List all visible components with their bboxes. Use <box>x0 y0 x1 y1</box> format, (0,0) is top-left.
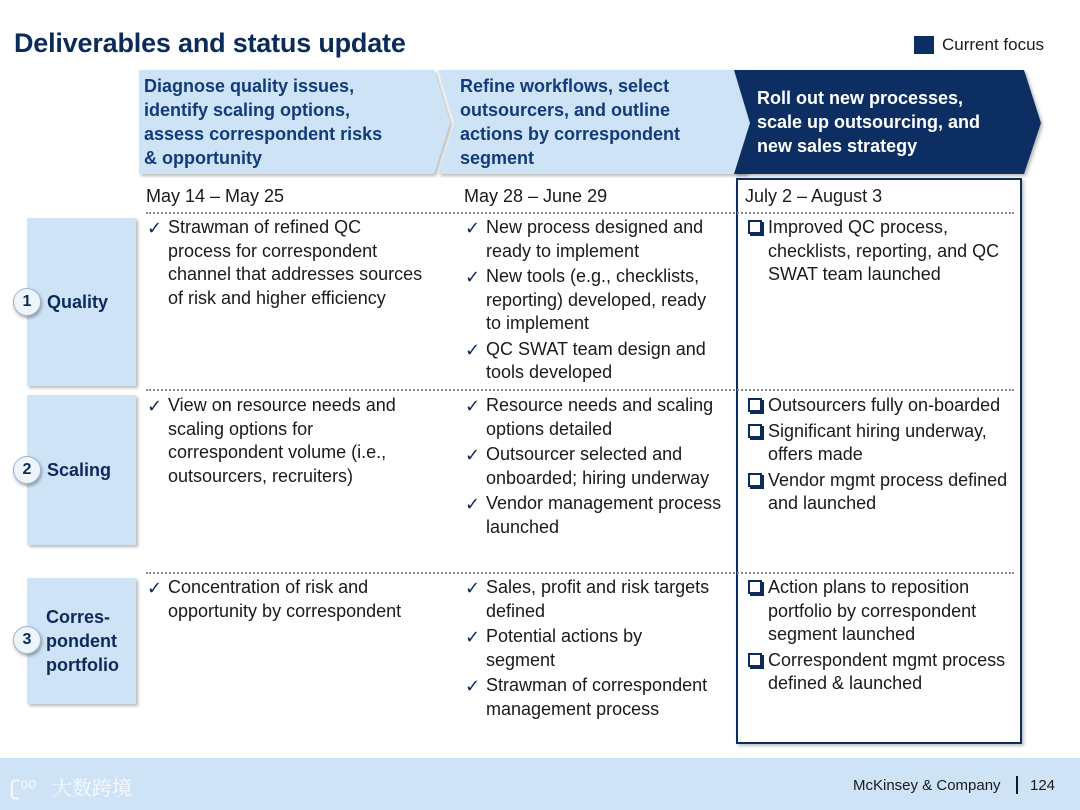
list-item: Outsourcers fully on-boarded <box>746 394 1016 418</box>
row-label-scaling <box>27 395 136 545</box>
divider <box>146 389 1014 391</box>
checkbox-icon <box>748 473 762 487</box>
legend <box>914 35 1044 55</box>
check-icon: ✓ <box>147 396 163 416</box>
list-item: Significant hiring underway, offers made <box>746 420 1016 467</box>
divider <box>146 212 1014 214</box>
check-icon: ✓ <box>147 578 163 598</box>
list-item: Vendor mgmt process defined and launched <box>746 469 1016 516</box>
list-item: ✓ Potential actions by segment <box>465 626 643 670</box>
row-name: Corres- pondent portfolio <box>46 607 119 675</box>
row-label-quality <box>27 218 136 386</box>
check-icon: ✓ <box>465 218 481 238</box>
phase-2-dates: May 28 – June 29 <box>464 186 608 206</box>
list-item: Correspondent mgmt process defined & launched <box>746 649 1016 696</box>
cell-scaling-phase-3 <box>746 394 1016 518</box>
cell-portfolio-phase-1 <box>146 576 428 625</box>
list-item: ✓ Concentration of risk and opportunity by correspondent <box>147 577 402 621</box>
divider <box>146 572 1014 574</box>
checkbox-icon <box>748 653 762 667</box>
list-item: ✓ Strawman of correspondent management process <box>465 675 708 719</box>
phase-3-heading: Roll out new processes, scale up outsourcing, and new sales strategy <box>757 88 981 156</box>
list-item: ✓ Strawman of refined QC process for correspondent channel that addresses sources of risk and higher efficiency <box>147 217 423 308</box>
list-item: ✓ Vendor management process launched <box>465 493 722 537</box>
checkbox-icon <box>748 220 762 234</box>
check-icon: ✓ <box>465 339 481 360</box>
check-icon: ✓ <box>465 445 481 465</box>
cell-quality-phase-3 <box>746 216 1016 289</box>
list-item: Action plans to reposition portfolio by correspondent segment launched <box>746 576 1016 647</box>
footer-separator <box>1016 776 1018 794</box>
row-name: Scaling <box>47 460 112 480</box>
row-number-badge: 2 <box>13 456 41 484</box>
checkbox-icon <box>748 580 762 594</box>
check-icon: ✓ <box>465 267 481 287</box>
page-title: Deliverables and status update <box>14 28 406 58</box>
svg-text:ʗ⁰⁰: ʗ⁰⁰ <box>10 776 37 800</box>
legend-swatch <box>914 36 934 54</box>
cell-scaling-phase-2 <box>464 394 726 541</box>
phase-1-dates: May 14 – May 25 <box>146 186 285 206</box>
check-icon: ✓ <box>465 396 481 416</box>
list-item: Improved QC process, checklists, reporting, and QC SWAT team launched <box>746 216 1016 287</box>
list-item: ✓ Resource needs and scaling options detailed <box>465 395 714 439</box>
svg-text:大数跨境: 大数跨境 <box>52 776 132 800</box>
list-item: ✓ Sales, profit and risk targets defined <box>465 577 710 621</box>
legend-label: Current focus <box>942 35 1045 54</box>
row-number-badge: 3 <box>13 626 41 654</box>
cell-portfolio-phase-2 <box>464 576 714 723</box>
cell-quality-phase-2 <box>464 216 726 387</box>
check-icon: ✓ <box>465 627 481 647</box>
row-number-badge: 1 <box>13 288 41 316</box>
check-icon: ✓ <box>465 676 481 696</box>
check-icon: ✓ <box>465 578 481 598</box>
checkbox-icon <box>748 398 762 412</box>
list-item: ✓ New process designed and ready to implement <box>465 217 704 261</box>
page-number: 124 <box>1030 777 1056 794</box>
cell-quality-phase-1 <box>146 216 428 312</box>
cell-portfolio-phase-3 <box>746 576 1016 698</box>
phase-3-dates: July 2 – August 3 <box>745 186 883 206</box>
footer-bar <box>0 758 1080 810</box>
watermark-logo <box>10 772 150 802</box>
footer-company: McKinsey & Company <box>853 777 1001 794</box>
checkbox-icon <box>748 424 762 438</box>
list-item: ✓ New tools (e.g., checklists, reporting) developed, ready to implement <box>465 266 707 333</box>
check-icon: ✓ <box>147 218 163 238</box>
phase-chevrons <box>138 68 1044 178</box>
check-icon: ✓ <box>465 494 481 514</box>
list-item: ✓ QC SWAT team design and tools developed <box>465 338 706 382</box>
list-item: ✓ View on resource needs and scaling options for correspondent volume (i.e., outsourcers, recruiters) <box>147 395 396 486</box>
phase-2-heading: Refine workflows, select outsourcers, and outline actions by correspondent segment <box>460 76 681 168</box>
phase-1-heading: Diagnose quality issues, identify scaling options, assess correspondent risks & opportunity <box>144 76 383 168</box>
list-item: ✓ Outsourcer selected and onboarded; hiring underway <box>465 444 710 488</box>
cell-scaling-phase-1 <box>146 394 428 490</box>
row-name: Quality <box>47 292 109 312</box>
row-label-correspondent-portfolio <box>27 578 136 704</box>
